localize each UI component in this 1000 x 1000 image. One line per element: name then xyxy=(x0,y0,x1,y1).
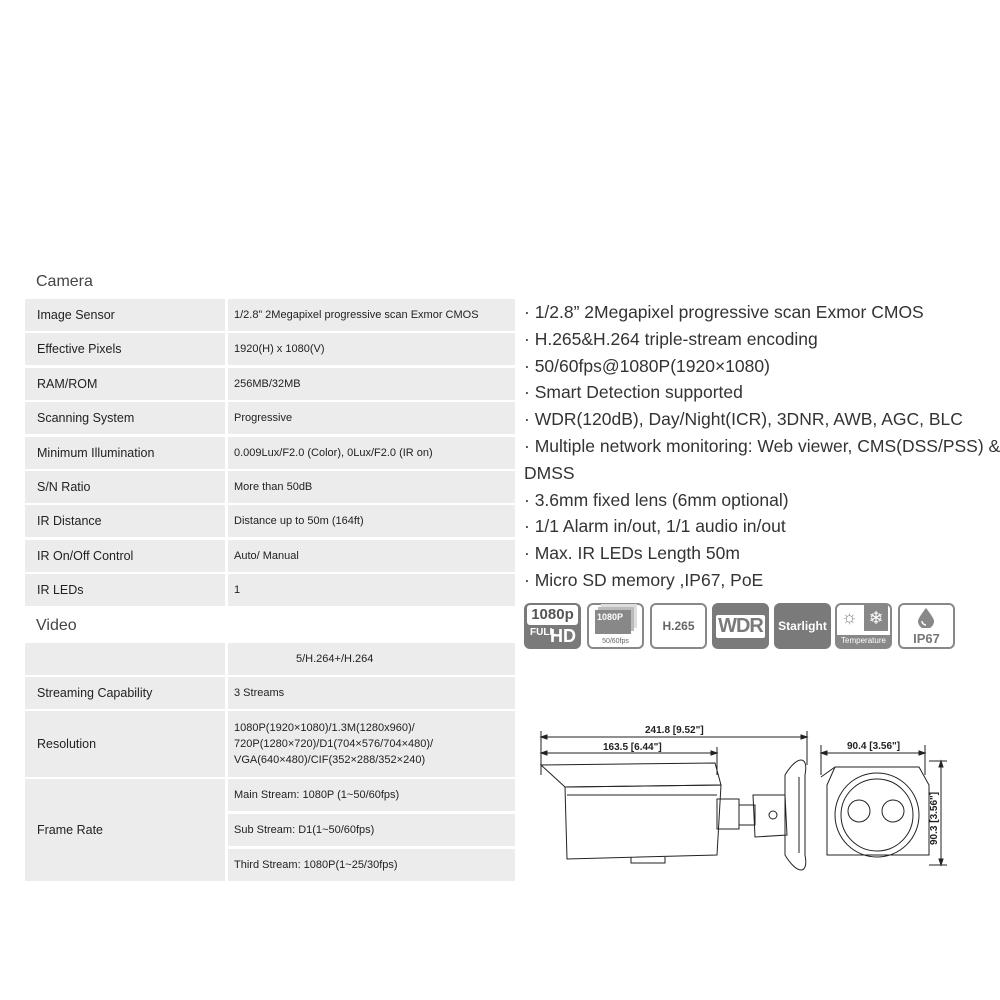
feature-item: DMSS xyxy=(524,462,575,483)
fps-bottom: 50/60fps xyxy=(602,638,629,645)
camera-spec-row xyxy=(25,574,515,608)
resolution-line-1: 1080P(1920×1080)/1.3M(1280x960)/ xyxy=(234,722,415,734)
sun-icon: ☼ xyxy=(841,607,858,627)
compression-value: 5/H.264+/H.264 xyxy=(228,643,515,675)
spec-value: 1/2.8” 2Megapixel progressive scan Exmor CMOS xyxy=(228,299,515,331)
spec-label: IR On/Off Control xyxy=(25,540,225,572)
resolution-line-3: VGA(640×480)/CIF(352×288/352×240) xyxy=(234,754,426,766)
spec-label: IR Distance xyxy=(25,505,225,537)
camera-spec-row xyxy=(25,333,515,367)
camera-spec-row xyxy=(25,471,515,505)
temperature-badge xyxy=(835,603,892,649)
dimension-height: 90.3 [3.56"] xyxy=(929,791,940,845)
feature-item: · Smart Detection supported xyxy=(524,382,743,403)
fullhd-full: FULL xyxy=(530,627,556,638)
spec-value: Distance up to 50m (164ft) xyxy=(228,505,515,537)
feature-list xyxy=(524,299,1000,594)
compression-label-cell xyxy=(25,643,225,675)
video-section-title: Video xyxy=(36,617,77,634)
spec-label: Minimum Illumination xyxy=(25,437,225,469)
camera-spec-row xyxy=(25,505,515,539)
fullhd-hd: HD xyxy=(550,626,576,646)
compression-row xyxy=(25,643,515,677)
camera-spec-row xyxy=(25,540,515,574)
fps-top: 1080P xyxy=(595,610,631,634)
resolution-value xyxy=(228,711,515,777)
spec-label: Image Sensor xyxy=(25,299,225,331)
resolution-line-2: 720P(1280×720)/D1(704×576/704×480)/ xyxy=(234,738,434,750)
spec-value: 1920(H) x 1080(V) xyxy=(228,333,515,365)
fps-1080p-badge xyxy=(587,603,644,649)
temperature-label: Temperature xyxy=(837,635,890,647)
feature-item: · H.265&H.264 triple-stream encoding xyxy=(524,328,818,349)
spec-label: Effective Pixels xyxy=(25,333,225,365)
streaming-value: 3 Streams xyxy=(228,677,515,709)
spec-value: Progressive xyxy=(228,402,515,434)
spec-value: 0.009Lux/F2.0 (Color), 0Lux/F2.0 (IR on) xyxy=(228,437,515,469)
h265-badge: H.265 xyxy=(650,603,707,649)
frame-rate-third: Third Stream: 1080P(1~25/30fps) xyxy=(228,849,515,881)
spec-value: 256MB/32MB xyxy=(228,368,515,400)
fullhd-top: 1080p xyxy=(527,605,578,625)
ip67-badge xyxy=(898,603,955,649)
frame-rate-row xyxy=(25,779,515,881)
dimension-total-length: 241.8 [9.52"] xyxy=(645,725,704,736)
spec-label: Scanning System xyxy=(25,402,225,434)
frame-rate-sub: Sub Stream: D1(1~50/60fps) xyxy=(228,814,515,846)
spec-label: IR LEDs xyxy=(25,574,225,606)
dimension-body-length: 163.5 [6.44"] xyxy=(603,742,662,753)
resolution-row xyxy=(25,711,515,779)
spec-value: 1 xyxy=(228,574,515,606)
camera-spec-row xyxy=(25,402,515,436)
feature-item: · Micro SD memory ,IP67, PoE xyxy=(524,569,764,590)
feature-item: · Multiple network monitoring: Web viewer, CMS(DSS/PSS) & xyxy=(524,435,1000,456)
wdr-badge xyxy=(712,603,769,649)
camera-section-title: Camera xyxy=(36,273,93,290)
streaming-row xyxy=(25,677,515,711)
spec-label: S/N Ratio xyxy=(25,471,225,503)
dimension-drawing xyxy=(535,715,1000,875)
wdr-text: WDR xyxy=(718,614,763,637)
feature-item: · 3.6mm fixed lens (6mm optional) xyxy=(524,489,789,510)
water-drop-icon xyxy=(918,608,934,628)
feature-item: · 1/2.8” 2Megapixel progressive scan Exmor CMOS xyxy=(524,302,924,322)
feature-item: · 50/60fps@1080P(1920×1080) xyxy=(524,355,770,376)
feature-item: · 1/1 Alarm in/out, 1/1 audio in/out xyxy=(524,516,786,537)
ip67-text: IP67 xyxy=(913,631,940,646)
frame-rate-label: Frame Rate xyxy=(25,779,225,881)
streaming-label: Streaming Capability xyxy=(25,677,225,709)
feature-item: · WDR(120dB), Day/Night(ICR), 3DNR, AWB, AGC, BLC xyxy=(524,409,963,430)
spec-value: More than 50dB xyxy=(228,471,515,503)
dimension-width: 90.4 [3.56"] xyxy=(847,741,901,752)
spec-value: Auto/ Manual xyxy=(228,540,515,572)
spec-label: RAM/ROM xyxy=(25,368,225,400)
snowflake-icon: ❄ xyxy=(864,605,888,631)
fullhd-1080p-badge xyxy=(524,603,581,649)
starlight-badge: Starlight xyxy=(774,603,831,649)
camera-spec-row xyxy=(25,368,515,402)
feature-item: · Max. IR LEDs Length 50m xyxy=(524,543,740,564)
frame-rate-main: Main Stream: 1080P (1~50/60fps) xyxy=(228,779,515,811)
camera-spec-row xyxy=(25,437,515,471)
camera-spec-row xyxy=(25,299,515,333)
resolution-label: Resolution xyxy=(25,711,225,777)
